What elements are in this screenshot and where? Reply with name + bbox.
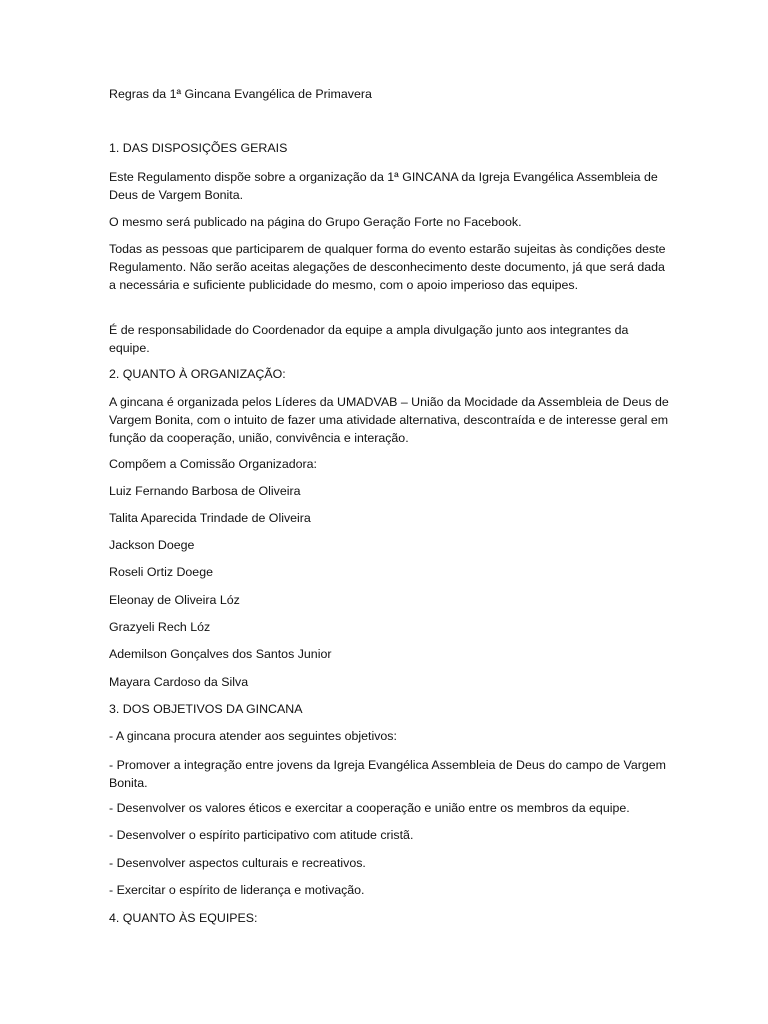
section-1-paragraph: Este Regulamento dispõe sobre a organização da 1ª GINCANA da Igreja Evangélica Assembleia de Deus de Vargem Bonita. (109, 170, 658, 202)
committee-member: Jackson Doege (109, 538, 195, 552)
objective-item: - A gincana procura atender aos seguintes objetivos: (109, 729, 397, 743)
committee-member: Talita Aparecida Trindade de Oliveira (109, 511, 311, 525)
committee-member: Roseli Ortiz Doege (109, 565, 213, 579)
objective-item: - Desenvolver aspectos culturais e recreativos. (109, 856, 366, 870)
section-2-paragraph: A gincana é organizada pelos Líderes da UMADVAB – União da Mocidade da Assembleia de Deus de Vargem Bonita, com o intuito de fazer uma atividade alternativa, descontraída e de interesse geral em função da cooperação, união, convivência e interação. (109, 395, 669, 445)
committee-member: Grazyeli Rech Lóz (109, 620, 211, 634)
committee-member: Eleonay de Oliveira Lóz (109, 593, 240, 607)
committee-intro: Compõem a Comissão Organizadora: (109, 457, 317, 471)
committee-member: Ademilson Gonçalves dos Santos Junior (109, 647, 332, 661)
committee-member: Luiz Fernando Barbosa de Oliveira (109, 484, 301, 498)
section-1-paragraph: É de responsabilidade do Coordenador da equipe a ampla divulgação junto aos integrantes da equipe. (109, 323, 629, 355)
objective-item: - Desenvolver o espírito participativo com atitude cristã. (109, 828, 414, 842)
section-4-heading: 4. QUANTO ÀS EQUIPES: (109, 911, 258, 925)
section-1-paragraph: Todas as pessoas que participarem de qualquer forma do evento estarão sujeitas às condições deste Regulamento. Não serão aceitas alegações de desconhecimento deste documento, já que será dada a necessária e suficiente publicidade do mesmo, com o apoio imperioso das equipes. (109, 242, 666, 292)
section-3-heading: 3. DOS OBJETIVOS DA GINCANA (109, 702, 303, 716)
objective-item: - Desenvolver os valores éticos e exercitar a cooperação e união entre os membros da equipe. (109, 801, 630, 815)
objective-item: - Exercitar o espírito de liderança e motivação. (109, 883, 365, 897)
objective-item: - Promover a integração entre jovens da Igreja Evangélica Assembleia de Deus do campo de Vargem Bonita. (109, 758, 666, 790)
section-1-heading: 1. DAS DISPOSIÇÕES GERAIS (109, 141, 288, 155)
section-2-heading: 2. QUANTO À ORGANIZAÇÃO: (109, 367, 286, 381)
section-1-paragraph: O mesmo será publicado na página do Grupo Geração Forte no Facebook. (109, 215, 522, 229)
document-title: Regras da 1ª Gincana Evangélica de Primavera (109, 87, 372, 101)
committee-member: Mayara Cardoso da Silva (109, 675, 249, 689)
